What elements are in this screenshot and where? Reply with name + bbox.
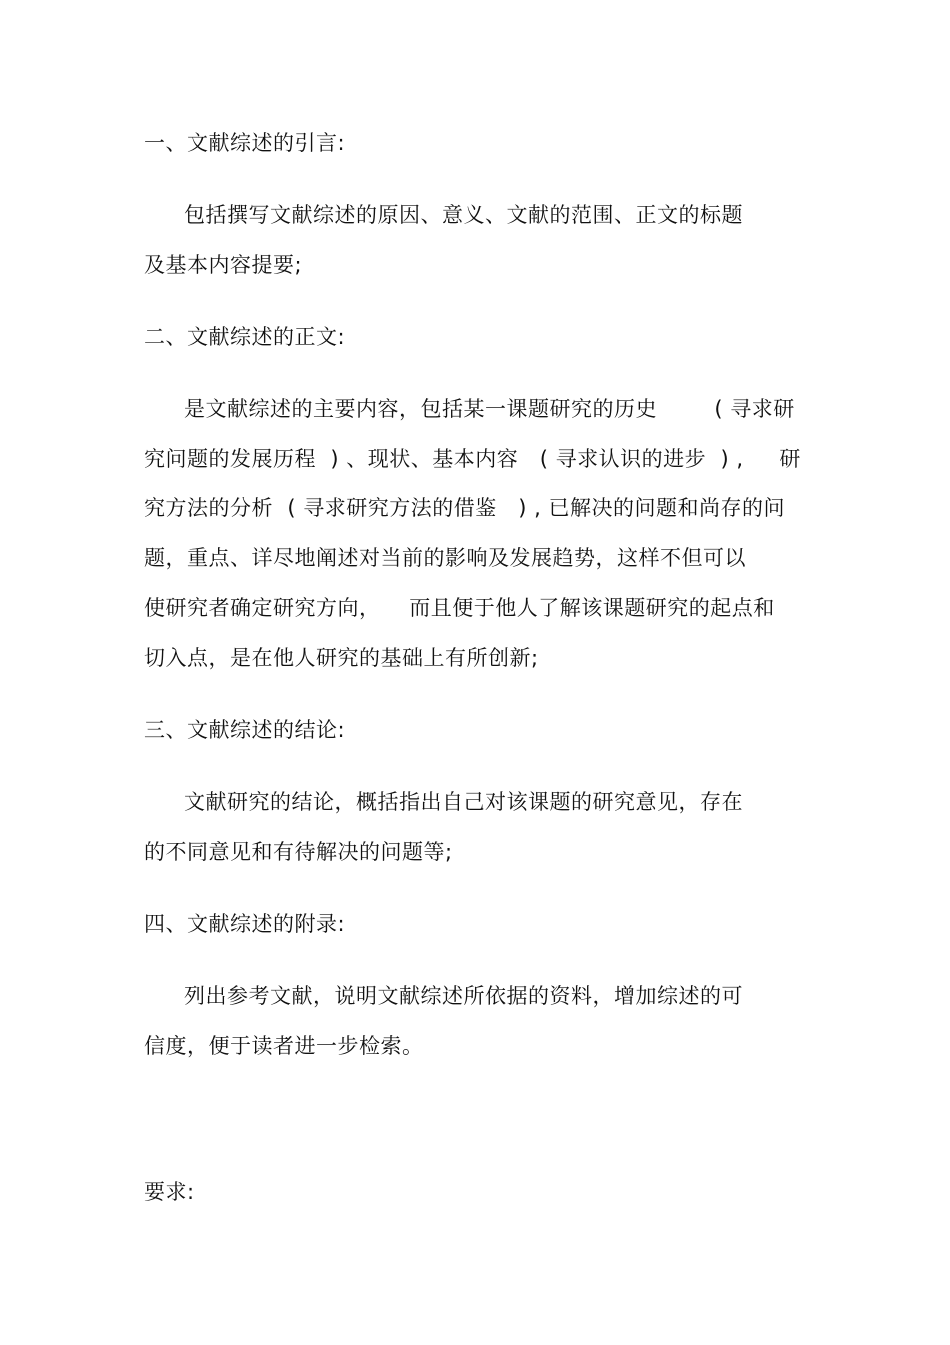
section-2-heading: 二、文献综述的正文: [144, 325, 346, 349]
section-1-heading: 一、文献综述的引言: [144, 131, 346, 155]
section-4-line-1: 列出参考文献，说明文献综述所依据的资料，增加综述的可 [184, 984, 743, 1008]
section-1-line-1: 包括撰写文献综述的原因、意义、文献的范围、正文的标题 [184, 203, 743, 227]
section-4-heading: 四、文献综述的附录: [144, 912, 346, 936]
section-3-line-1: 文献研究的结论，概括指出自己对该课题的研究意见，存在 [184, 790, 743, 814]
section-3-line-2: 的不同意见和有待解决的问题等; [144, 840, 453, 864]
section-4-line-2: 信度，便于读者进一步检索。 [144, 1034, 424, 1058]
section-3-heading: 三、文献综述的结论: [144, 718, 346, 742]
section-1-line-2: 及基本内容提要; [144, 253, 303, 277]
section-2-line-3: 究方法的分析 ( 寻求研究方法的借鉴 ) , 已解决的问题和尚存的问 [144, 496, 785, 520]
section-2-line-6: 切入点，是在他人研究的基础上有所创新; [144, 646, 539, 670]
section-2-line-2: 究问题的发展历程 ) 、现状、基本内容 ( 寻求认识的进步 ) , 研 [144, 447, 801, 471]
section-2-line-5: 使研究者确定研究方向， 而且便于他人了解该课题研究的起点和 [144, 596, 775, 620]
section-2-line-4: 题，重点、详尽地阐述对当前的影响及发展趋势，这样不但可以 [144, 546, 746, 570]
section-2-line-1: 是文献综述的主要内容，包括某一课题研究的历史 ( 寻求研 [184, 397, 795, 421]
requirements-heading: 要求: [144, 1180, 195, 1204]
